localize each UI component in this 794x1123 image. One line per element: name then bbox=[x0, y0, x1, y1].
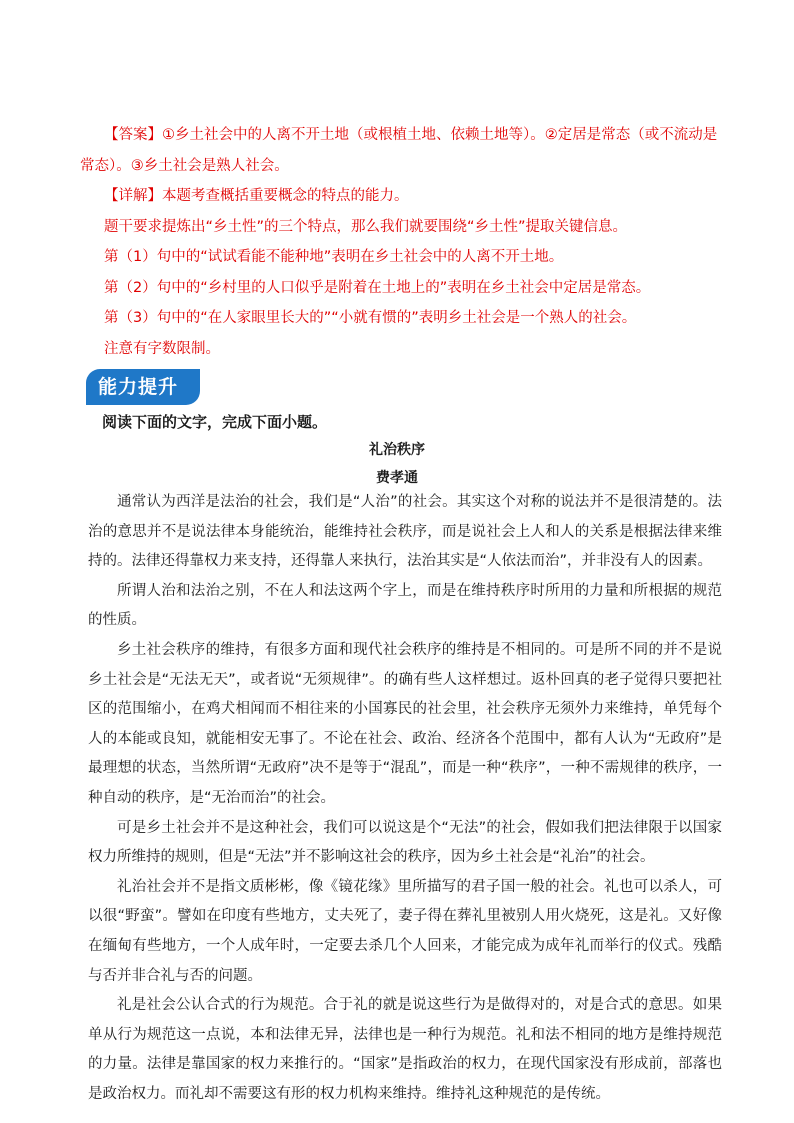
article-paragraph: 乡土社会秩序的维持，有很多方面和现代社会秩序的维持是不相同的。可是所不同的并不是说乡土社会是“无法无天”，或者说“无须规律”。的确有些人这样想过。返朴回真的老子觉得只要把社区的范围缩小，在鸡犬相闻而不相往来的小国寡民的社会里，社会秩序无须外力来维持，单凭每个人的本能或良知，就能相安无事了。不论在社会、政治、经济各个范围中，都有人认为“无政府”是最理想的状态，当然所谓“无政府”决不是等于“混乱”，而是一种“秩序”，一种不需规律的秩序，一种自动的秩序，是“无治而治”的社会。 bbox=[88, 641, 722, 806]
article-paragraph: 礼是社会公认合式的行为规范。合于礼的就是说这些行为是做得对的，对是合式的意思。如果单从行为规范这一点说，本和法律无异，法律也是一种行为规范。礼和法不相同的地方是维持规范的力量。法律是靠国家的权力来推行的。“国家”是指政治的权力，在现代国家没有形成前，部落也是政治权力。而礼却不需要这有形的权力机构来维持。维持礼这种规范的是传统。 bbox=[88, 997, 722, 1102]
answer-explanation bbox=[80, 120, 730, 364]
detail-label: 【详解】 bbox=[104, 188, 162, 204]
detail-line: 第（3）句中的“在人家眼里长大的”“小就有惯的”表明乡土社会是一个熟人的社会。 bbox=[104, 310, 637, 326]
answer-text: ①乡土社会中的人离不开土地（或根植土地、依赖土地等）。②定居是常态（或不流动是常态）。③乡土社会是熟人社会。 bbox=[80, 127, 718, 174]
detail-line: 第（2）句中的“乡村里的人口似乎是附着在土地上的”表明在乡土社会中定居是常态。 bbox=[104, 279, 651, 296]
article-paragraph: 所谓人治和法治之别，不在人和法这两个字上，而是在维持秩序时所用的力量和所根据的规范的性质。 bbox=[88, 582, 722, 629]
section-badge: 能力提升 bbox=[86, 369, 200, 405]
article-paragraph: 可是乡土社会并不是这种社会，我们可以说这是个“无法”的社会，假如我们把法律限于以国家权力所维持的规则，但是“无法”并不影响这社会的秩序，因为乡土社会是“礼治”的社会。 bbox=[88, 819, 722, 866]
article-paragraph: 礼治社会并不是指文质彬彬，像《镜花缘》里所描写的君子国一般的社会。礼也可以杀人，可以很“野蛮”。譬如在印度有些地方，丈夫死了，妻子得在葬礼里被别人用火烧死，这是礼。又好像在缅甸有些地方，一个人成年时，一定要去杀几个人回来，才能完成为成年礼而举行的仪式。残酷与否并非合礼与否的问题。 bbox=[88, 878, 722, 984]
article-author: 费孝通 bbox=[376, 470, 418, 486]
detail-text: 本题考查概括重要概念的特点的能力。 bbox=[162, 188, 409, 204]
detail-paragraph bbox=[80, 181, 730, 212]
reading-instruction: 阅读下面的文字，完成下面小题。 bbox=[102, 413, 328, 431]
detail-line: 第（1）句中的“试试看能不能种地”表明在乡土社会中的人离不开土地。 bbox=[104, 249, 564, 265]
detail-line: 注意有字数限制。 bbox=[104, 340, 220, 357]
article-body bbox=[88, 488, 722, 1109]
answer-paragraph bbox=[80, 120, 730, 181]
detail-line: 题干要求提炼出“乡土性”的三个特点，那么我们就要围绕“乡土性”提取关键信息。 bbox=[104, 218, 628, 235]
article-paragraph: 通常认为西洋是法治的社会，我们是“人治”的社会。其实这个对称的说法并不是很清楚的。法治的意思并不是说法律本身能统治，能维持社会秩序，而是说社会上人和人的关系是根据法律来维持的。法律还得靠权力来支持，还得靠人来执行，法治其实是“人依法而治”，并非没有人的因素。 bbox=[88, 494, 722, 570]
article-title: 礼治秩序 bbox=[369, 442, 425, 458]
answer-label: 【答案】 bbox=[104, 127, 162, 143]
